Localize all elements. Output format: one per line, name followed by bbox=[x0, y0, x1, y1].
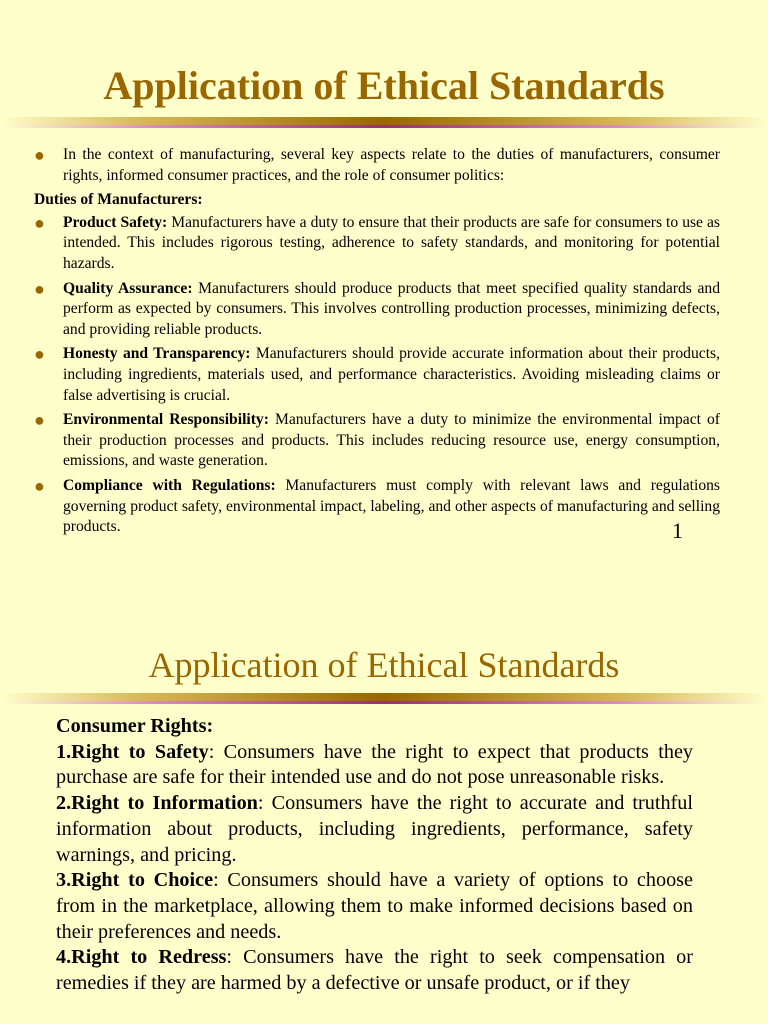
slide-2 bbox=[0, 600, 768, 1024]
right-label: 3.Right to Choice bbox=[56, 869, 214, 892]
item-label: Product Safety: bbox=[63, 213, 168, 231]
right-text: : Consumers have the right to expect that products they purchase are safe for their intended use and do not pose unreasonable risks. bbox=[56, 740, 693, 789]
right-label: 4.Right to Redress bbox=[56, 946, 227, 969]
slide-title: Application of Ethical Standards bbox=[103, 63, 665, 108]
list-item bbox=[34, 213, 720, 275]
page-number: 1 bbox=[672, 518, 683, 543]
right-item bbox=[56, 945, 693, 996]
divider-magenta-band bbox=[0, 125, 768, 128]
item-label: Environmental Responsibility: bbox=[63, 411, 269, 429]
item-text: Manufacturers have a duty to ensure that their products are safe for consumers to use as intended. This includes rigorous testing, adherence to safety standards, and monitoring for potential hazards. bbox=[63, 213, 720, 272]
intro-text: In the context of manufacturing, several key aspects relate to the duties of manufacturers, consumer rights, informed consumer practices, and the role of consumer politics: bbox=[63, 146, 720, 184]
right-item bbox=[56, 868, 693, 945]
divider-gold-band bbox=[0, 693, 768, 701]
item-text: Manufacturers must comply with relevant laws and regulations governing product safety, environmental impact, labeling, and other aspects of manufacturing and selling products. bbox=[63, 476, 720, 536]
divider-magenta-band bbox=[0, 701, 768, 704]
bullet-icon: ● bbox=[34, 278, 45, 299]
item-label: Honesty and Transparency: bbox=[63, 345, 251, 363]
divider-gold-band bbox=[0, 117, 768, 125]
list-item bbox=[34, 279, 720, 341]
slide-title: Application of Ethical Standards bbox=[148, 645, 620, 685]
section-heading: Consumer Rights: bbox=[56, 715, 214, 737]
list-item bbox=[34, 410, 720, 472]
list-item bbox=[34, 476, 720, 538]
bullet-icon: ● bbox=[34, 475, 45, 496]
right-item bbox=[56, 740, 693, 791]
list-item bbox=[34, 344, 720, 406]
item-text: Manufacturers should provide accurate information about their products, including ingredients, materials used, and performance characteristics. Avoiding misleading claims or false advertising is crucial. bbox=[63, 345, 720, 404]
right-label: 1.Right to Safety bbox=[56, 740, 209, 763]
right-item bbox=[56, 791, 693, 868]
right-text: : Consumers have the right to seek compensation or remedies if they are harmed by a defective or unsafe product, or if they bbox=[56, 946, 693, 995]
item-label: Quality Assurance: bbox=[63, 279, 193, 297]
item-label: Compliance with Regulations: bbox=[63, 476, 276, 494]
title-divider bbox=[0, 693, 768, 707]
item-text: Manufacturers have a duty to minimize the environmental impact of their production processes and products. This includes reducing resource use, energy consumption, emissions, and waste generation. bbox=[63, 411, 720, 470]
bullet-icon: ● bbox=[34, 344, 45, 365]
item-text: Manufacturers should produce products that meet specified quality standards and perform as expected by consumers. This involves controlling production processes, minimizing defects, and providing reliable products. bbox=[63, 279, 720, 338]
section-subheading: Duties of Manufacturers: bbox=[34, 191, 203, 209]
slide-body bbox=[34, 145, 720, 542]
bullet-icon: ● bbox=[34, 212, 45, 233]
right-label: 2.Right to Information bbox=[56, 792, 258, 815]
bullet-icon: ● bbox=[34, 410, 45, 431]
intro-item bbox=[34, 145, 720, 186]
bullet-icon: ● bbox=[34, 145, 45, 165]
slide-body bbox=[56, 714, 693, 997]
title-divider bbox=[0, 117, 768, 131]
right-text: : Consumers have the right to accurate and truthful information about products, including ingredients, performance, safety warnings, and pricing. bbox=[56, 792, 693, 866]
right-text: : Consumers should have a variety of options to choose from in the marketplace, allowing them to make informed decisions based on their preferences and needs. bbox=[56, 869, 693, 943]
